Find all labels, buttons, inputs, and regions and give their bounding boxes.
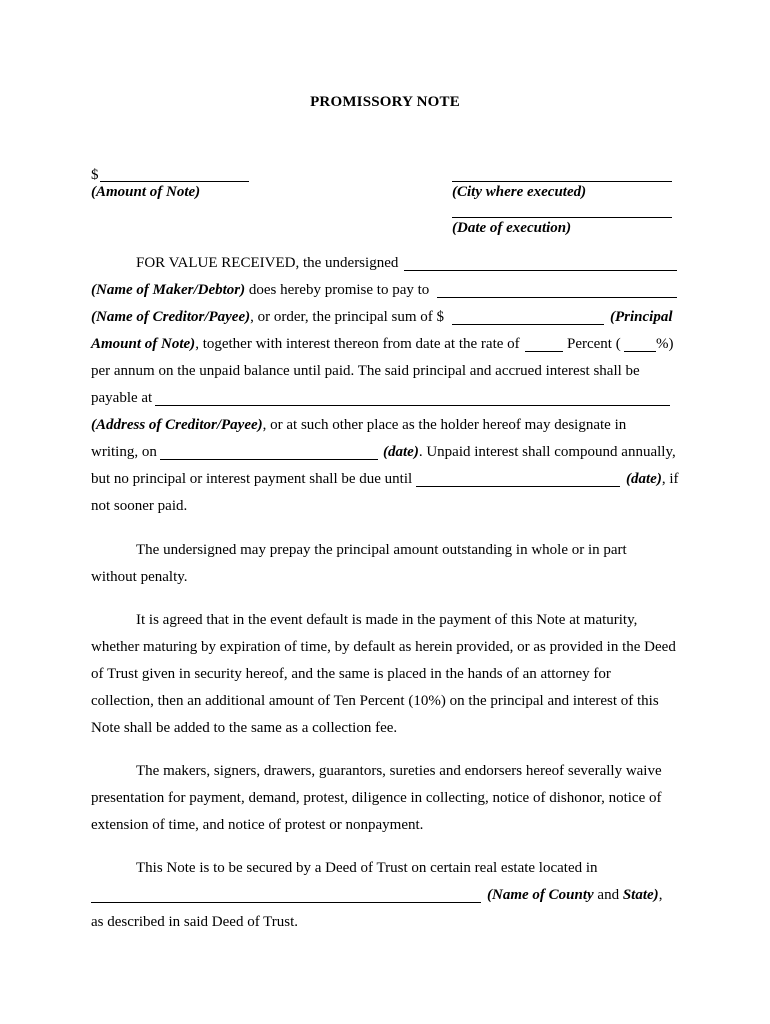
p2-line-2: without penalty.: [91, 569, 188, 585]
county-state-blank[interactable]: [91, 902, 481, 903]
rate-percent-blank[interactable]: [624, 351, 656, 352]
maker-name-blank[interactable]: [404, 270, 677, 271]
p4-line-1: The makers, signers, drawers, guarantors, sureties and endorsers hereof severally waive: [136, 763, 662, 779]
date-execution-blank[interactable]: [452, 217, 672, 218]
p1-l3-text: , or order, the principal sum of $: [250, 309, 445, 325]
p3-line-4: collection, then an additional amount of Ten Percent (10%) on the principal and interest of this: [91, 693, 659, 709]
due-date-blank[interactable]: [416, 486, 620, 487]
p3-line-2: whether maturing by expiration of time, by default as herein provided, or as provided in the Deed: [91, 639, 676, 655]
amount-blank[interactable]: [100, 181, 249, 182]
rate-blank[interactable]: [525, 351, 563, 352]
p4-line-3: extension of time, and notice of protest or nonpayment.: [91, 817, 424, 833]
p1-line-10: not sooner paid.: [91, 498, 188, 514]
p2-line-1: The undersigned may prepay the principal amount outstanding in whole or in part: [136, 542, 627, 558]
p3-line-1: It is agreed that in the event default is made in the payment of this Note at maturity,: [136, 612, 638, 628]
amount-dollar-sign: $: [91, 167, 99, 183]
p1-l9-text: , if: [661, 471, 679, 487]
address-label: (Address of Creditor/Payee): [91, 417, 263, 433]
p1-l7-text: , or at such other place as the holder hereof may designate in: [262, 417, 627, 433]
p1-line-3: [91, 308, 444, 326]
p1-line-4: [91, 335, 520, 353]
p1-line-9-b: [626, 470, 679, 488]
p1-line-6: payable at: [91, 390, 153, 406]
county-label: (Name of County: [487, 887, 594, 903]
p4-line-2: presentation for payment, demand, protest, diligence in collecting, notice of dishonor, notice of: [91, 790, 662, 806]
p1-line-1: [136, 254, 398, 272]
due-date-label: (date): [626, 471, 662, 487]
and-text: and: [593, 887, 623, 903]
p1-l8-text: . Unpaid interest shall compound annually,: [418, 444, 676, 460]
payee-name-blank[interactable]: [437, 297, 677, 298]
p1-l2-text: does hereby promise to pay to: [245, 282, 430, 298]
document-title: PROMISSORY NOTE: [310, 94, 460, 110]
principal-label: (Principal: [610, 309, 673, 325]
p1-line-7: [91, 416, 626, 434]
comma-text: ,: [658, 887, 663, 903]
amount-label: (Amount of Note): [91, 184, 201, 200]
writing-date-label: (date): [383, 444, 419, 460]
payee-name-label: (Name of Creditor/Payee): [91, 309, 251, 325]
writing-date-blank[interactable]: [160, 459, 378, 460]
percent-text: Percent (: [567, 336, 621, 352]
principal-label-cont: Amount of Note): [91, 336, 196, 352]
maker-name-label: (Name of Maker/Debtor): [91, 282, 246, 298]
p3-line-3: of Trust given in security hereof, and the same is placed in the hands of an attorney for: [91, 666, 611, 682]
city-label: (City where executed): [452, 184, 587, 200]
p3-line-5: Note shall be added to the same as a collection fee.: [91, 720, 398, 736]
p5-line-3: as described in said Deed of Trust.: [91, 914, 299, 930]
p5-line-1: This Note is to be secured by a Deed of Trust on certain real estate located in: [136, 860, 598, 876]
p1-l1-text: FOR VALUE RECEIVED, the undersigned: [136, 255, 399, 271]
p1-line-8-b: [383, 443, 676, 461]
city-blank[interactable]: [452, 181, 672, 182]
p5-line-2: [487, 886, 662, 904]
p1-line-5: per annum on the unpaid balance until paid. The said principal and accrued interest shall be: [91, 363, 640, 379]
p1-l4-text: , together with interest thereon from date at the rate of: [195, 336, 520, 352]
state-label: State): [622, 887, 659, 903]
p1-line-9-a: but no principal or interest payment shall be due until: [91, 471, 413, 487]
date-execution-label: (Date of execution): [452, 220, 572, 236]
p1-line-2: [91, 281, 429, 299]
p1-line-8-a: writing, on: [91, 444, 157, 460]
address-blank[interactable]: [155, 405, 670, 406]
principal-blank[interactable]: [452, 324, 604, 325]
percent-close: %): [656, 336, 674, 352]
